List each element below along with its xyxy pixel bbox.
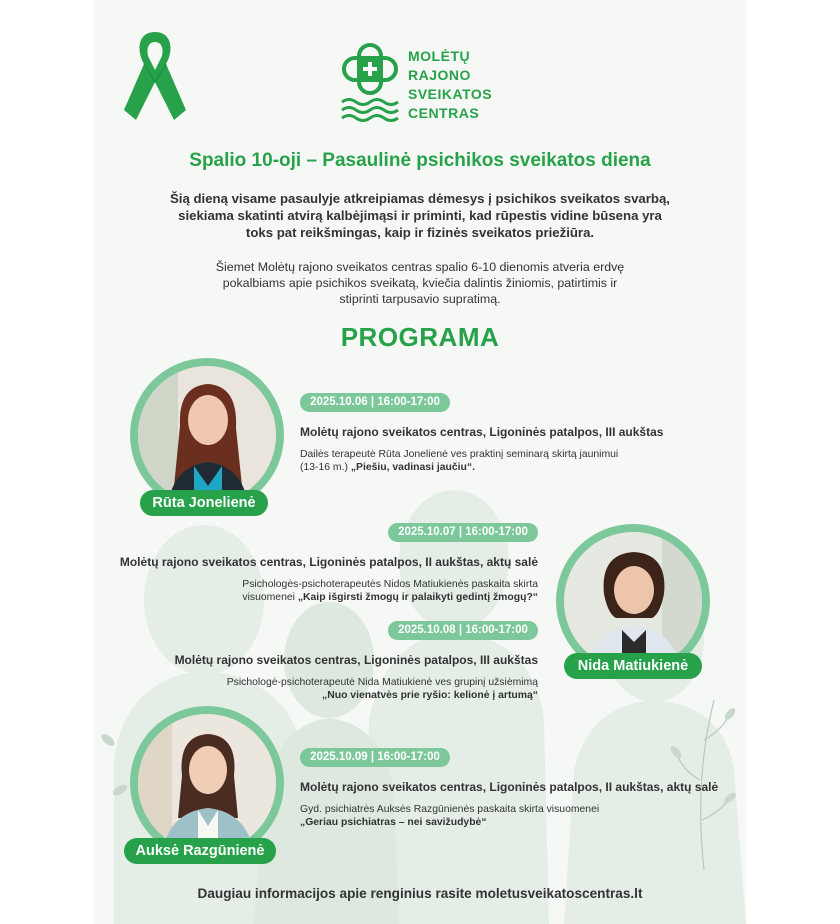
event-description-line [158, 689, 538, 702]
event-date-badge: 2025.10.06 | 16:00-17:00 [300, 393, 450, 412]
speaker-portrait [138, 714, 276, 852]
speaker-portrait [564, 532, 702, 670]
medical-cross-water-logo-icon [340, 42, 400, 122]
page-title: Spalio 10-oji – Pasaulinė psichikos sveikatos diena [189, 150, 651, 171]
intro-line: toks pat reikšmingas, kaip ir fizinės sveikatos priežiūra. [245, 225, 595, 240]
logo-line: RAJONO [408, 67, 471, 83]
speaker-name-badge: Rūta Jonelienė [140, 490, 268, 516]
logo-line: SVEIKATOS [408, 86, 493, 102]
speaker-portrait [138, 366, 276, 504]
event-location: Molėtų rajono sveikatos centras, Ligoninės patalpos, II aukštas, aktų salė [119, 555, 538, 569]
intro-line: pokalbiams apie psichikos sveikatą, kviečia dalintis žiniomis, patirtimis ir [222, 276, 618, 290]
event-title: „Nuo vienatvės prie ryšio: kelionė į artumą“ [322, 690, 538, 701]
event-location: Molėtų rajono sveikatos centras, Ligoninės patalpos, III aukštas [300, 425, 664, 439]
awareness-ribbon-icon [122, 28, 188, 124]
program-heading: PROGRAMA [340, 322, 500, 352]
event-description-line [300, 816, 680, 829]
event-description [158, 578, 538, 604]
logo-line: CENTRAS [408, 105, 480, 121]
logo-line: MOLĖTŲ [408, 48, 471, 64]
organization-logo [340, 40, 520, 126]
speaker-photo [130, 358, 284, 512]
event-description-line: Psichologė-psichoterapeutė Nida Matiukienė ves grupinį užsiėmimą [226, 677, 538, 688]
event-description-line: Dailės terapeutė Rūta Jonelienė ves praktinį seminarą skirtą jaunimui [300, 449, 619, 460]
intro-secondary-paragraph [184, 259, 656, 307]
event-date-badge: 2025.10.08 | 16:00-17:00 [388, 621, 538, 640]
event-title: „Kaip išgirsti žmogų ir palaikyti gedintį žmogų?“ [297, 592, 538, 603]
event-description [158, 676, 538, 702]
intro-line: stiprinti tarpusavio supratimą. [339, 292, 501, 306]
event-location: Molėtų rajono sveikatos centras, Ligoninės patalpos, III aukštas [174, 653, 538, 667]
event-location: Molėtų rajono sveikatos centras, Ligoninės patalpos, II aukštas, aktų salė [300, 780, 719, 794]
event-title: „Geriau psichiatras – nei savižudybė“ [300, 817, 487, 828]
poster [94, 0, 746, 924]
speaker-photo [130, 706, 284, 860]
event-description-line [158, 591, 538, 604]
event-description-text: (13-16 m.) [300, 462, 351, 473]
event-description-text: visuomenei [242, 592, 298, 603]
event-description [300, 448, 680, 474]
intro-line: Šiemet Molėtų rajono sveikatos centras spalio 6-10 dienomis atveria erdvę [215, 260, 625, 274]
intro-paragraph [154, 190, 686, 241]
intro-line: Šią dieną visame pasaulyje atkreipiamas dėmesys į psichikos sveikatos svarbą, [170, 191, 670, 206]
logo-text [408, 47, 492, 123]
event-description-line [300, 461, 680, 474]
speaker-name-badge: Auksė Razgūnienė [124, 838, 276, 864]
event-description-line: Gyd. psichiatrės Auksės Razgūnienės paskaita skirta visuomenei [300, 804, 600, 815]
event-description [300, 803, 680, 829]
event-date-badge: 2025.10.07 | 16:00-17:00 [388, 523, 538, 542]
event-description-line: Psichologės-psichoterapeutės Nidos Matiukienės paskaita skirta [242, 579, 538, 590]
speaker-name-badge: Nida Matiukienė [564, 653, 702, 679]
event-date-badge: 2025.10.09 | 16:00-17:00 [300, 748, 450, 767]
footer-info: Daugiau informacijos apie renginius rasite moletusveikatoscentras.lt [197, 886, 643, 901]
intro-line: siekiama skatinti atvirą kalbėjimąsi ir priminti, kad rūpestis vidine būsena yra [178, 208, 662, 223]
event-title: „Piešiu, vadinasi jaučiu“. [350, 462, 475, 473]
